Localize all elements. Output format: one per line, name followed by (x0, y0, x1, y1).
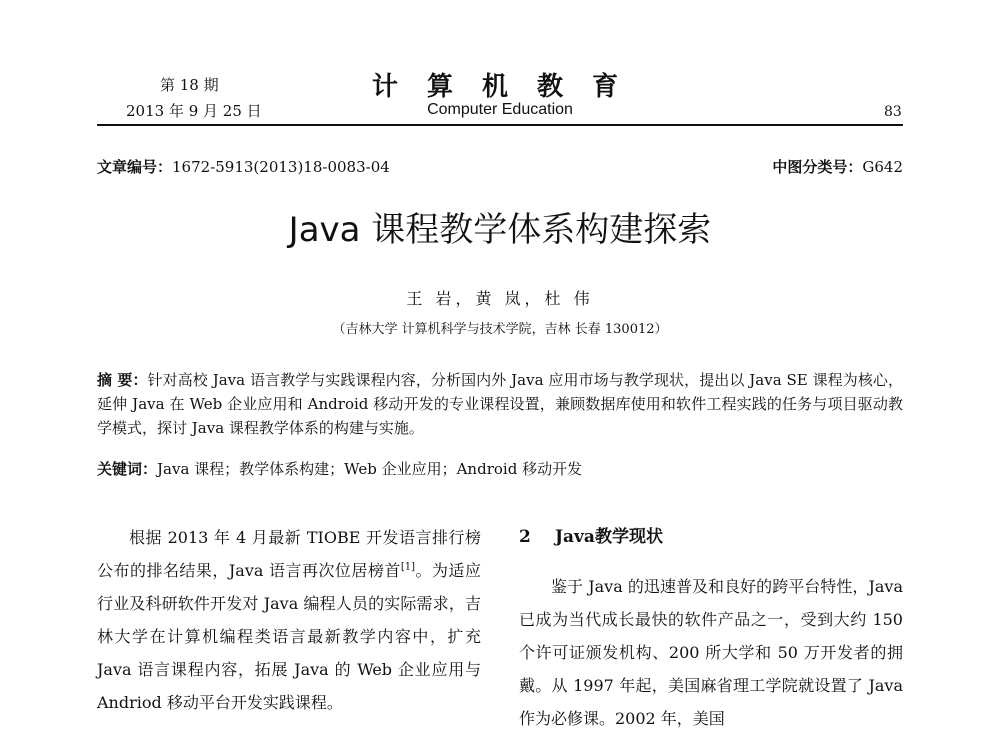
left-paragraph-part2: 。为适应行业及科研软件开发对 Java 编程人员的实际需求，吉林大学在计算机编程类语言最新教学内容中，扩充 Java 语言课程内容，拓展 Java 的 Web 企业应用与 Andriod 移动平台开发实践课程。 (97, 561, 481, 712)
section-number: 2 (519, 527, 531, 547)
left-paragraph-part1: 根据 2013 年 4 月最新 TIOBE 开发语言排行榜公布的排名结果，Java 语言再次位居榜首 (97, 528, 481, 580)
header-rule (97, 124, 903, 126)
classification-label: 中图分类号： (772, 158, 863, 176)
body-left-column (97, 521, 481, 719)
keywords (97, 458, 582, 479)
journal-title: 计 算 机 教 育 (371, 72, 629, 102)
article-number-label: 文章编号： (97, 158, 173, 176)
section-title: Java教学现状 (555, 527, 663, 547)
issue-number: 第 18 期 (160, 76, 219, 94)
body-right-column (519, 521, 903, 735)
abstract (97, 368, 903, 440)
right-paragraph: 鉴于 Java 的迅速普及和良好的跨平台特性，Java 已成为当代成长最快的软件产品之一，受到大约 150 个许可证颁发机构、200 所大学和 50 万开发者的拥戴。从 1997 年起，美国麻省理工学院就设置了 Java 作为必修课。2002 年，美国 (519, 577, 903, 728)
abstract-text: 针对高校 Java 语言教学与实践课程内容，分析国内外 Java 应用市场与教学现状，提出以 Java SE 课程为核心，延伸 Java 在 Web 企业应用和 Android 移动开发的专业课程设置，兼顾数据库使用和软件工程实践的任务与项目驱动教学模式，探讨 Java 课程教学体系的构建与实施。 (97, 371, 903, 437)
keywords-label: 关键词： (97, 460, 158, 478)
publication-date: 2013 年 9 月 25 日 (126, 102, 262, 120)
journal-subtitle: Computer Education (427, 101, 573, 118)
citation-ref: [1] (400, 561, 416, 573)
authors: 王 岩，黄 岚，杜 伟 (406, 289, 594, 308)
affiliation: （吉林大学 计算机科学与技术学院，吉林 长春 130012） (332, 322, 668, 337)
classification-number (772, 156, 903, 177)
paper-title: Java 课程教学体系构建探索 (288, 210, 712, 250)
abstract-label: 摘 要： (97, 371, 148, 389)
classification-value: G642 (862, 158, 903, 176)
article-number-value: 1672-5913(2013)18-0083-04 (172, 158, 390, 176)
keywords-text: Java 课程；教学体系构建；Web 企业应用；Android 移动开发 (157, 460, 583, 478)
page-number: 83 (884, 104, 902, 120)
article-number (97, 156, 390, 177)
section-heading (519, 521, 903, 554)
